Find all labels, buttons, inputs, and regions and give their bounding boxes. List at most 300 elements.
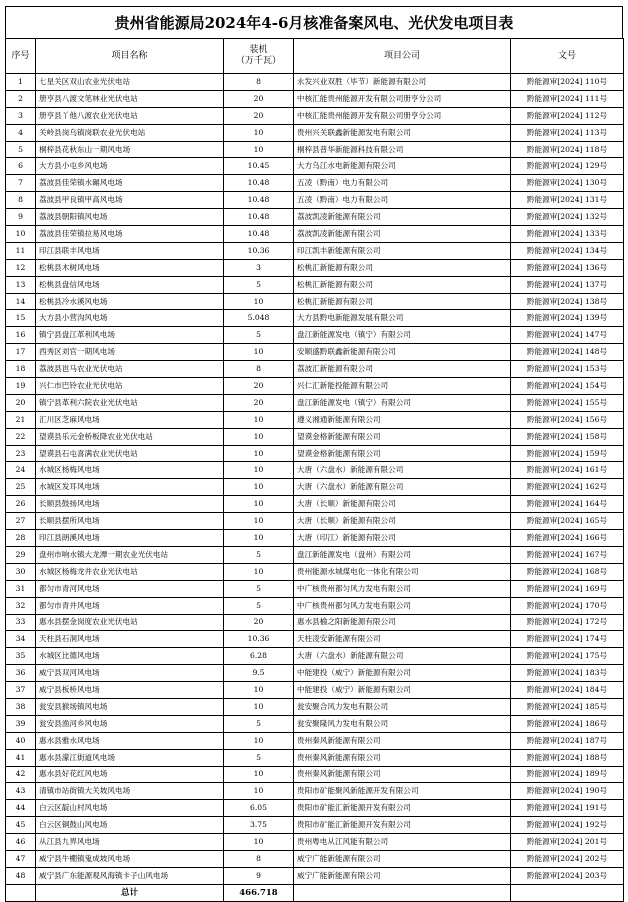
cell-doc-number: 黔能源审[2024] 165号	[511, 513, 624, 530]
cell-company: 安顺盛黔联鑫新能源有限公司	[294, 344, 511, 361]
cell-no: 12	[6, 259, 36, 276]
cell-no: 7	[6, 175, 36, 192]
cell-company: 中核汇能贵州能源开发有限公司册亨分公司	[294, 90, 511, 107]
cell-doc-number: 黔能源审[2024] 161号	[511, 462, 624, 479]
cell-company: 威宁广能新能源有限公司	[294, 867, 511, 884]
cell-no: 6	[6, 158, 36, 175]
total-label: 总计	[36, 884, 224, 901]
cell-doc-number: 黔能源审[2024] 166号	[511, 530, 624, 547]
cell-doc-number: 黔能源审[2024] 187号	[511, 732, 624, 749]
cell-company: 松桃汇新能源有限公司	[294, 276, 511, 293]
table-row	[6, 276, 624, 293]
cell-doc-number: 黔能源审[2024] 139号	[511, 310, 624, 327]
header-no: 序号	[6, 39, 36, 74]
cell-capacity: 10	[224, 834, 294, 851]
cell-project-name: 桐梓县花秋东山一期风电场	[36, 141, 224, 158]
cell-no: 24	[6, 462, 36, 479]
cell-no: 44	[6, 800, 36, 817]
cell-no: 22	[6, 428, 36, 445]
table-row	[6, 74, 624, 91]
cell-project-name: 惠水县濛江街道风电场	[36, 749, 224, 766]
cell-doc-number: 黔能源审[2024] 110号	[511, 74, 624, 91]
cell-doc-number: 黔能源审[2024] 164号	[511, 496, 624, 513]
cell-company: 贵州能源水城煤电化一体化有限公司	[294, 563, 511, 580]
cell-capacity: 10.48	[224, 209, 294, 226]
cell-doc-number: 黔能源审[2024] 158号	[511, 428, 624, 445]
header-name: 项目名称	[36, 39, 224, 74]
cell-company: 盘江新能源发电（镇宁）有限公司	[294, 327, 511, 344]
table-row	[6, 648, 624, 665]
table-row	[6, 496, 624, 513]
cell-doc-number: 黔能源审[2024] 147号	[511, 327, 624, 344]
cell-doc-number: 黔能源审[2024] 189号	[511, 766, 624, 783]
cell-doc-number: 黔能源审[2024] 183号	[511, 665, 624, 682]
cell-capacity: 10	[224, 530, 294, 547]
table-row	[6, 90, 624, 107]
cell-project-name: 西秀区刘官一期风电场	[36, 344, 224, 361]
cell-project-name: 盘州市响水镇大龙潭一期农业光伏电站	[36, 546, 224, 563]
cell-company: 五凌（黔南）电力有限公司	[294, 175, 511, 192]
cell-no: 39	[6, 715, 36, 732]
cell-project-name: 松桃县冷水溪风电场	[36, 293, 224, 310]
cell-company: 望谟金格新能源有限公司	[294, 445, 511, 462]
cell-project-name: 天柱县石洞风电场	[36, 631, 224, 648]
header-capacity-unit: （万千瓦）	[235, 56, 281, 66]
cell-no: 10	[6, 226, 36, 243]
table-row	[6, 530, 624, 547]
cell-company: 大唐（六盘水）新能源有限公司	[294, 648, 511, 665]
cell-project-name: 荔波县佳荣镇拉易风电场	[36, 226, 224, 243]
cell-company: 遵义湘通新能源有限公司	[294, 411, 511, 428]
cell-company: 中核汇能贵州能源开发有限公司册亨分公司	[294, 107, 511, 124]
table-row	[6, 259, 624, 276]
cell-company: 松桃汇新能源有限公司	[294, 259, 511, 276]
project-table	[5, 38, 624, 902]
cell-project-name: 惠水县好花红风电场	[36, 766, 224, 783]
cell-company: 惠水县榆之阳新能源有限公司	[294, 614, 511, 631]
cell-capacity: 5.048	[224, 310, 294, 327]
cell-capacity: 3	[224, 259, 294, 276]
cell-project-name: 都匀市青井风电场	[36, 597, 224, 614]
cell-project-name: 七星关区双山农业光伏电站	[36, 74, 224, 91]
cell-doc-number: 黔能源审[2024] 162号	[511, 479, 624, 496]
cell-no: 33	[6, 614, 36, 631]
cell-no: 35	[6, 648, 36, 665]
cell-company: 松桃汇新能源有限公司	[294, 293, 511, 310]
cell-company: 望谟金格新能源有限公司	[294, 428, 511, 445]
cell-capacity: 6.28	[224, 648, 294, 665]
cell-capacity: 5	[224, 546, 294, 563]
table-row	[6, 394, 624, 411]
table-row	[6, 665, 624, 682]
cell-no: 38	[6, 698, 36, 715]
cell-capacity: 9.5	[224, 665, 294, 682]
total-empty-cell	[6, 884, 36, 901]
cell-company: 大唐（六盘水）新能源有限公司	[294, 479, 511, 496]
table-row	[6, 124, 624, 141]
cell-doc-number: 黔能源审[2024] 190号	[511, 783, 624, 800]
cell-company: 荔波凯凌新能源有限公司	[294, 226, 511, 243]
cell-capacity: 5	[224, 597, 294, 614]
cell-project-name: 镇宁县盘江革利风电场	[36, 327, 224, 344]
cell-no: 43	[6, 783, 36, 800]
cell-capacity: 5	[224, 749, 294, 766]
cell-company: 贵州秦风新能源有限公司	[294, 749, 511, 766]
cell-project-name: 威宁县双河风电场	[36, 665, 224, 682]
cell-capacity: 10	[224, 428, 294, 445]
cell-doc-number: 黔能源审[2024] 184号	[511, 682, 624, 699]
cell-company: 永发兴业双胜（毕节）新能源有限公司	[294, 74, 511, 91]
cell-company: 大方乌江水电新能源有限公司	[294, 158, 511, 175]
cell-no: 26	[6, 496, 36, 513]
cell-no: 1	[6, 74, 36, 91]
table-row	[6, 783, 624, 800]
cell-doc-number: 黔能源审[2024] 132号	[511, 209, 624, 226]
cell-company: 大唐（长顺）新能源有限公司	[294, 513, 511, 530]
cell-no: 14	[6, 293, 36, 310]
cell-no: 18	[6, 361, 36, 378]
cell-project-name: 瓮安县猴场镇风电场	[36, 698, 224, 715]
cell-doc-number: 黔能源审[2024] 201号	[511, 834, 624, 851]
cell-company: 瓮安聚合风力发电有限公司	[294, 698, 511, 715]
cell-project-name: 水城区杨梅龙井农业光伏电站	[36, 563, 224, 580]
cell-doc-number: 黔能源审[2024] 118号	[511, 141, 624, 158]
table-row	[6, 141, 624, 158]
cell-project-name: 大方县小营沟风电场	[36, 310, 224, 327]
cell-doc-number: 黔能源审[2024] 156号	[511, 411, 624, 428]
cell-capacity: 10	[224, 783, 294, 800]
cell-project-name: 兴仁市巴铃农业光伏电站	[36, 378, 224, 395]
table-row	[6, 192, 624, 209]
cell-company: 盘江新能源发电（镇宁）有限公司	[294, 394, 511, 411]
table-row	[6, 158, 624, 175]
header-capacity-label: 装机	[249, 45, 268, 55]
cell-project-name: 印江县联丰风电场	[36, 242, 224, 259]
cell-no: 15	[6, 310, 36, 327]
cell-no: 48	[6, 867, 36, 884]
table-row	[6, 834, 624, 851]
cell-no: 46	[6, 834, 36, 851]
cell-capacity: 10.36	[224, 631, 294, 648]
cell-doc-number: 黔能源审[2024] 188号	[511, 749, 624, 766]
cell-doc-number: 黔能源审[2024] 111号	[511, 90, 624, 107]
cell-no: 32	[6, 597, 36, 614]
cell-capacity: 20	[224, 107, 294, 124]
cell-no: 30	[6, 563, 36, 580]
total-empty-cell	[294, 884, 511, 901]
cell-no: 4	[6, 124, 36, 141]
table-row	[6, 513, 624, 530]
cell-capacity: 10	[224, 698, 294, 715]
cell-project-name: 册亨县八渡文笔林业光伏电站	[36, 90, 224, 107]
cell-doc-number: 黔能源审[2024] 148号	[511, 344, 624, 361]
cell-no: 19	[6, 378, 36, 395]
total-empty-cell	[511, 884, 624, 901]
header-doc: 文号	[511, 39, 624, 74]
cell-doc-number: 黔能源审[2024] 167号	[511, 546, 624, 563]
cell-no: 40	[6, 732, 36, 749]
table-row	[6, 817, 624, 834]
table-row	[6, 445, 624, 462]
table-row	[6, 614, 624, 631]
cell-project-name: 长顺县鼓扬风电场	[36, 496, 224, 513]
cell-doc-number: 黔能源审[2024] 159号	[511, 445, 624, 462]
cell-company: 兴仁汇新能投能源有限公司	[294, 378, 511, 395]
cell-capacity: 10	[224, 445, 294, 462]
cell-doc-number: 黔能源审[2024] 202号	[511, 850, 624, 867]
cell-capacity: 8	[224, 361, 294, 378]
cell-doc-number: 黔能源审[2024] 154号	[511, 378, 624, 395]
cell-capacity: 10	[224, 496, 294, 513]
cell-company: 中广核贵州都匀风力发电有限公司	[294, 597, 511, 614]
cell-no: 41	[6, 749, 36, 766]
cell-doc-number: 黔能源审[2024] 134号	[511, 242, 624, 259]
cell-project-name: 荔波县甲良镇甲高风电场	[36, 192, 224, 209]
table-row	[6, 361, 624, 378]
table-row	[6, 800, 624, 817]
cell-project-name: 松桃县盘信风电场	[36, 276, 224, 293]
cell-capacity: 8	[224, 74, 294, 91]
cell-doc-number: 黔能源审[2024] 155号	[511, 394, 624, 411]
table-row	[6, 428, 624, 445]
cell-company: 贵阳市矿能汇新能源开发有限公司	[294, 800, 511, 817]
table-row	[6, 867, 624, 884]
cell-capacity: 5	[224, 276, 294, 293]
cell-project-name: 汇川区芝麻风电场	[36, 411, 224, 428]
cell-no: 16	[6, 327, 36, 344]
table-row	[6, 631, 624, 648]
cell-company: 贵州秦风新能源有限公司	[294, 732, 511, 749]
cell-doc-number: 黔能源审[2024] 136号	[511, 259, 624, 276]
cell-no: 34	[6, 631, 36, 648]
cell-no: 3	[6, 107, 36, 124]
cell-company: 荔波汇新能源有限公司	[294, 361, 511, 378]
cell-no: 28	[6, 530, 36, 547]
cell-project-name: 长顺县摆所风电场	[36, 513, 224, 530]
cell-doc-number: 黔能源审[2024] 129号	[511, 158, 624, 175]
table-row	[6, 293, 624, 310]
cell-company: 荔波凯凌新能源有限公司	[294, 209, 511, 226]
cell-capacity: 20	[224, 614, 294, 631]
cell-doc-number: 黔能源审[2024] 170号	[511, 597, 624, 614]
cell-company: 威宁广能新能源有限公司	[294, 850, 511, 867]
cell-capacity: 5	[224, 580, 294, 597]
cell-project-name: 松桃县木树风电场	[36, 259, 224, 276]
cell-no: 8	[6, 192, 36, 209]
cell-project-name: 印江县朗溪风电场	[36, 530, 224, 547]
cell-no: 13	[6, 276, 36, 293]
cell-capacity: 20	[224, 394, 294, 411]
table-row	[6, 580, 624, 597]
cell-no: 31	[6, 580, 36, 597]
cell-doc-number: 黔能源审[2024] 168号	[511, 563, 624, 580]
cell-capacity: 10	[224, 732, 294, 749]
cell-project-name: 威宁县板桥风电场	[36, 682, 224, 699]
cell-capacity: 10.48	[224, 226, 294, 243]
cell-no: 36	[6, 665, 36, 682]
cell-doc-number: 黔能源审[2024] 130号	[511, 175, 624, 192]
header-capacity	[224, 39, 294, 74]
total-row	[6, 884, 624, 901]
cell-capacity: 6.05	[224, 800, 294, 817]
cell-no: 2	[6, 90, 36, 107]
table-row	[6, 749, 624, 766]
total-value: 466.718	[224, 884, 294, 901]
cell-company: 贵阳市矿能聚风新能源开发有限公司	[294, 783, 511, 800]
table-row	[6, 242, 624, 259]
cell-doc-number: 黔能源审[2024] 174号	[511, 631, 624, 648]
cell-project-name: 惠水县摆金岗度农业光伏电站	[36, 614, 224, 631]
cell-doc-number: 黔能源审[2024] 185号	[511, 698, 624, 715]
table-row	[6, 378, 624, 395]
cell-capacity: 10	[224, 293, 294, 310]
cell-capacity: 8	[224, 850, 294, 867]
document-title: 贵州省能源局2024年4-6月核准备案风电、光伏发电项目表	[5, 6, 623, 38]
cell-project-name: 荔波县朝阳镇风电场	[36, 209, 224, 226]
cell-company: 贵州秦风新能源有限公司	[294, 766, 511, 783]
cell-doc-number: 黔能源审[2024] 169号	[511, 580, 624, 597]
cell-project-name: 水城区发耳风电场	[36, 479, 224, 496]
table-row	[6, 766, 624, 783]
cell-capacity: 10	[224, 344, 294, 361]
cell-project-name: 瓮安县渔河乡风电场	[36, 715, 224, 732]
cell-capacity: 20	[224, 378, 294, 395]
cell-no: 20	[6, 394, 36, 411]
cell-project-name: 望谟县乐元金桥板降农业光伏电站	[36, 428, 224, 445]
cell-capacity: 10	[224, 411, 294, 428]
cell-no: 42	[6, 766, 36, 783]
cell-no: 11	[6, 242, 36, 259]
table-row	[6, 597, 624, 614]
table-row	[6, 107, 624, 124]
cell-no: 27	[6, 513, 36, 530]
cell-doc-number: 黔能源审[2024] 153号	[511, 361, 624, 378]
cell-company: 盘江新能源发电（盘州）有限公司	[294, 546, 511, 563]
cell-no: 25	[6, 479, 36, 496]
cell-capacity: 10.45	[224, 158, 294, 175]
cell-project-name: 荔波县岜马农业光伏电站	[36, 361, 224, 378]
cell-project-name: 从江县九界风电场	[36, 834, 224, 851]
table-row	[6, 850, 624, 867]
table-row	[6, 327, 624, 344]
table-row	[6, 310, 624, 327]
table-body	[6, 74, 624, 885]
cell-no: 47	[6, 850, 36, 867]
cell-capacity: 10	[224, 124, 294, 141]
cell-doc-number: 黔能源审[2024] 192号	[511, 817, 624, 834]
cell-company: 大唐（印江）新能源有限公司	[294, 530, 511, 547]
table-header-row	[6, 39, 624, 74]
cell-capacity: 10	[224, 682, 294, 699]
cell-no: 5	[6, 141, 36, 158]
cell-doc-number: 黔能源审[2024] 203号	[511, 867, 624, 884]
cell-company: 天柱凌安新能源有限公司	[294, 631, 511, 648]
cell-capacity: 5	[224, 327, 294, 344]
cell-project-name: 清镇市站街镇大关坡风电场	[36, 783, 224, 800]
cell-company: 五凌（黔南）电力有限公司	[294, 192, 511, 209]
cell-capacity: 10	[224, 766, 294, 783]
table-row	[6, 715, 624, 732]
cell-project-name: 册亨县丫他八渡农业光伏电站	[36, 107, 224, 124]
cell-capacity: 9	[224, 867, 294, 884]
cell-company: 中能建投（威宁）新能源有限公司	[294, 665, 511, 682]
cell-doc-number: 黔能源审[2024] 112号	[511, 107, 624, 124]
table-row	[6, 175, 624, 192]
cell-no: 9	[6, 209, 36, 226]
cell-capacity: 10	[224, 513, 294, 530]
cell-company: 中能建投（威宁）新能源有限公司	[294, 682, 511, 699]
cell-doc-number: 黔能源审[2024] 191号	[511, 800, 624, 817]
table-row	[6, 411, 624, 428]
cell-capacity: 10.36	[224, 242, 294, 259]
cell-company: 大方县黔电新能源发展有限公司	[294, 310, 511, 327]
table-row	[6, 563, 624, 580]
cell-capacity: 10	[224, 141, 294, 158]
cell-company: 大唐（长顺）新能源有限公司	[294, 496, 511, 513]
cell-company: 贵州粤电从江风能有限公司	[294, 834, 511, 851]
cell-capacity: 10.48	[224, 192, 294, 209]
cell-project-name: 大方县小屯乡风电场	[36, 158, 224, 175]
cell-project-name: 威宁县广东能源观风海镇卡子山风电场	[36, 867, 224, 884]
header-company: 项目公司	[294, 39, 511, 74]
table-row	[6, 479, 624, 496]
cell-doc-number: 黔能源审[2024] 137号	[511, 276, 624, 293]
cell-project-name: 威宁县牛棚镇鬼成坡风电场	[36, 850, 224, 867]
cell-capacity: 20	[224, 90, 294, 107]
cell-project-name: 关岭县岗乌镇岗联农业光伏电站	[36, 124, 224, 141]
cell-doc-number: 黔能源审[2024] 138号	[511, 293, 624, 310]
cell-capacity: 10	[224, 462, 294, 479]
cell-company: 中广核贵州都匀风力发电有限公司	[294, 580, 511, 597]
cell-no: 29	[6, 546, 36, 563]
table-row	[6, 462, 624, 479]
table-row	[6, 209, 624, 226]
cell-doc-number: 黔能源审[2024] 172号	[511, 614, 624, 631]
cell-no: 23	[6, 445, 36, 462]
cell-capacity: 10.48	[224, 175, 294, 192]
cell-no: 37	[6, 682, 36, 699]
table-row	[6, 698, 624, 715]
cell-project-name: 水城区比德风电场	[36, 648, 224, 665]
cell-capacity: 10	[224, 479, 294, 496]
cell-no: 45	[6, 817, 36, 834]
cell-no: 17	[6, 344, 36, 361]
cell-project-name: 白云区铜鼓山风电场	[36, 817, 224, 834]
cell-company: 桐梓县普华新能源科技有限公司	[294, 141, 511, 158]
cell-capacity: 5	[224, 715, 294, 732]
cell-company: 贵州兴关联鑫新能源发电有限公司	[294, 124, 511, 141]
cell-company: 贵阳市矿能汇新能源开发有限公司	[294, 817, 511, 834]
cell-project-name: 白云区靛山村风电场	[36, 800, 224, 817]
cell-doc-number: 黔能源审[2024] 133号	[511, 226, 624, 243]
cell-project-name: 水城区杨梅风电场	[36, 462, 224, 479]
table-row	[6, 546, 624, 563]
table-row	[6, 344, 624, 361]
cell-doc-number: 黔能源审[2024] 186号	[511, 715, 624, 732]
cell-company: 大唐（六盘水）新能源有限公司	[294, 462, 511, 479]
cell-project-name: 镇宁县革利六院农业光伏电站	[36, 394, 224, 411]
cell-company: 瓮安聚隆风力发电有限公司	[294, 715, 511, 732]
table-row	[6, 226, 624, 243]
cell-project-name: 惠水县雅水风电场	[36, 732, 224, 749]
cell-capacity: 3.75	[224, 817, 294, 834]
table-row	[6, 682, 624, 699]
cell-doc-number: 黔能源审[2024] 113号	[511, 124, 624, 141]
table-row	[6, 732, 624, 749]
cell-no: 21	[6, 411, 36, 428]
cell-doc-number: 黔能源审[2024] 175号	[511, 648, 624, 665]
cell-project-name: 荔波县佳荣镇水碾风电场	[36, 175, 224, 192]
